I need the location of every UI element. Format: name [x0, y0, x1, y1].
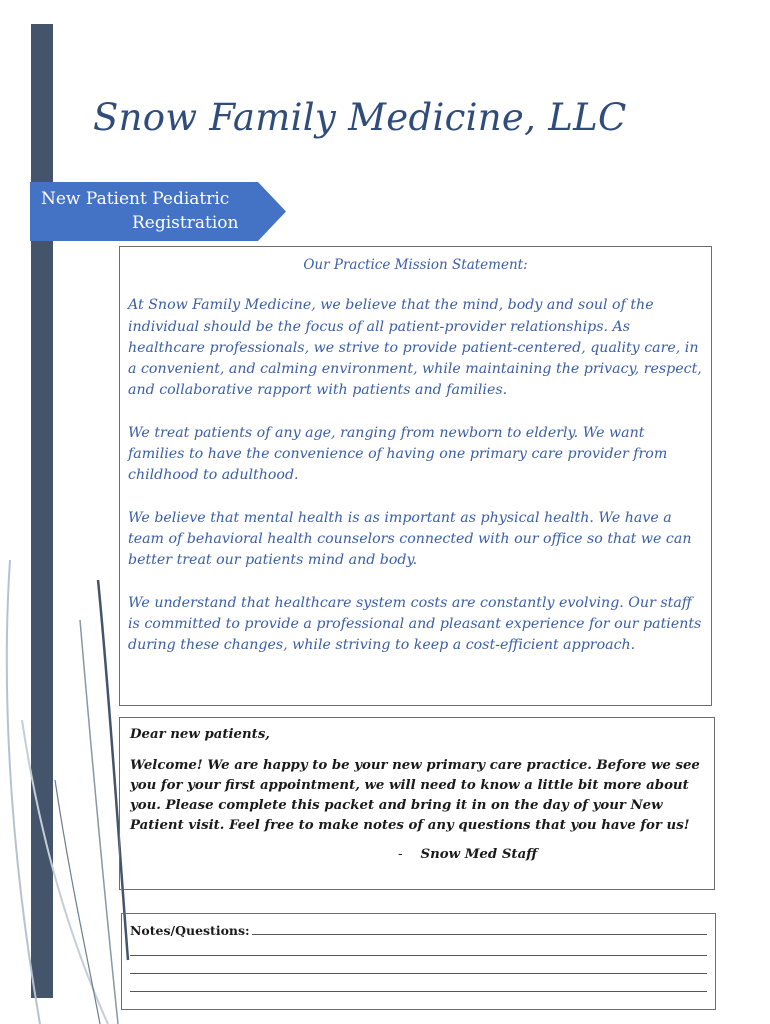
- banner-line-2: Registration: [132, 213, 239, 233]
- notes-questions-box: [121, 913, 716, 1010]
- welcome-body: Welcome! We are happy to be your new primary care practice. Before we see you for your first appointment, we will need to know a little bit more about you. Please complete this packet and bring it in on the day of your New Patient visit. Feel free to make notes of any questions that you have for us!: [130, 758, 700, 833]
- mission-heading: Our Practice Mission Statement:: [303, 257, 528, 273]
- registration-banner: [30, 182, 286, 241]
- signoff-dash: -: [398, 847, 403, 862]
- signature: Snow Med Staff: [420, 847, 538, 862]
- mission-paragraph: We understand that healthcare system costs are constantly evolving. Our staff is committed to provide a professional and pleasant experience for our patients during these changes, while striving to keep a cost-efficient approach.: [128, 594, 702, 654]
- welcome-signoff: [130, 845, 704, 865]
- banner-line-1: New Patient Pediatric: [41, 189, 230, 209]
- notes-rule: [252, 934, 707, 935]
- notes-first-line[interactable]: [130, 919, 707, 938]
- notes-line[interactable]: [130, 974, 707, 992]
- page-title: Snow Family Medicine, LLC: [93, 96, 627, 139]
- welcome-letter-box: [119, 717, 715, 890]
- notes-line[interactable]: [130, 956, 707, 974]
- mission-statement-box: [119, 246, 712, 706]
- notes-line[interactable]: [130, 938, 707, 956]
- mission-paragraph: At Snow Family Medicine, we believe that the mind, body and soul of the individual should be the focus of all patient-provider relationships. As healthcare professionals, we strive to provide patient-centered, quality care, in a convenient, and calming environment, while maintaining the privacy, respect, and collaborative rapport with patients and families.: [128, 297, 702, 399]
- notes-label: Notes/Questions:: [130, 923, 250, 938]
- mission-paragraph: We treat patients of any age, ranging from newborn to elderly. We want families to have the convenience of having one primary care provider from childhood to adulthood.: [128, 424, 668, 484]
- mission-paragraph: We believe that mental health is as important as physical health. We have a team of behavioral health counselors connected with our office so that we can better treat our patients mind and body.: [128, 509, 692, 569]
- welcome-greeting: Dear new patients,: [130, 727, 270, 742]
